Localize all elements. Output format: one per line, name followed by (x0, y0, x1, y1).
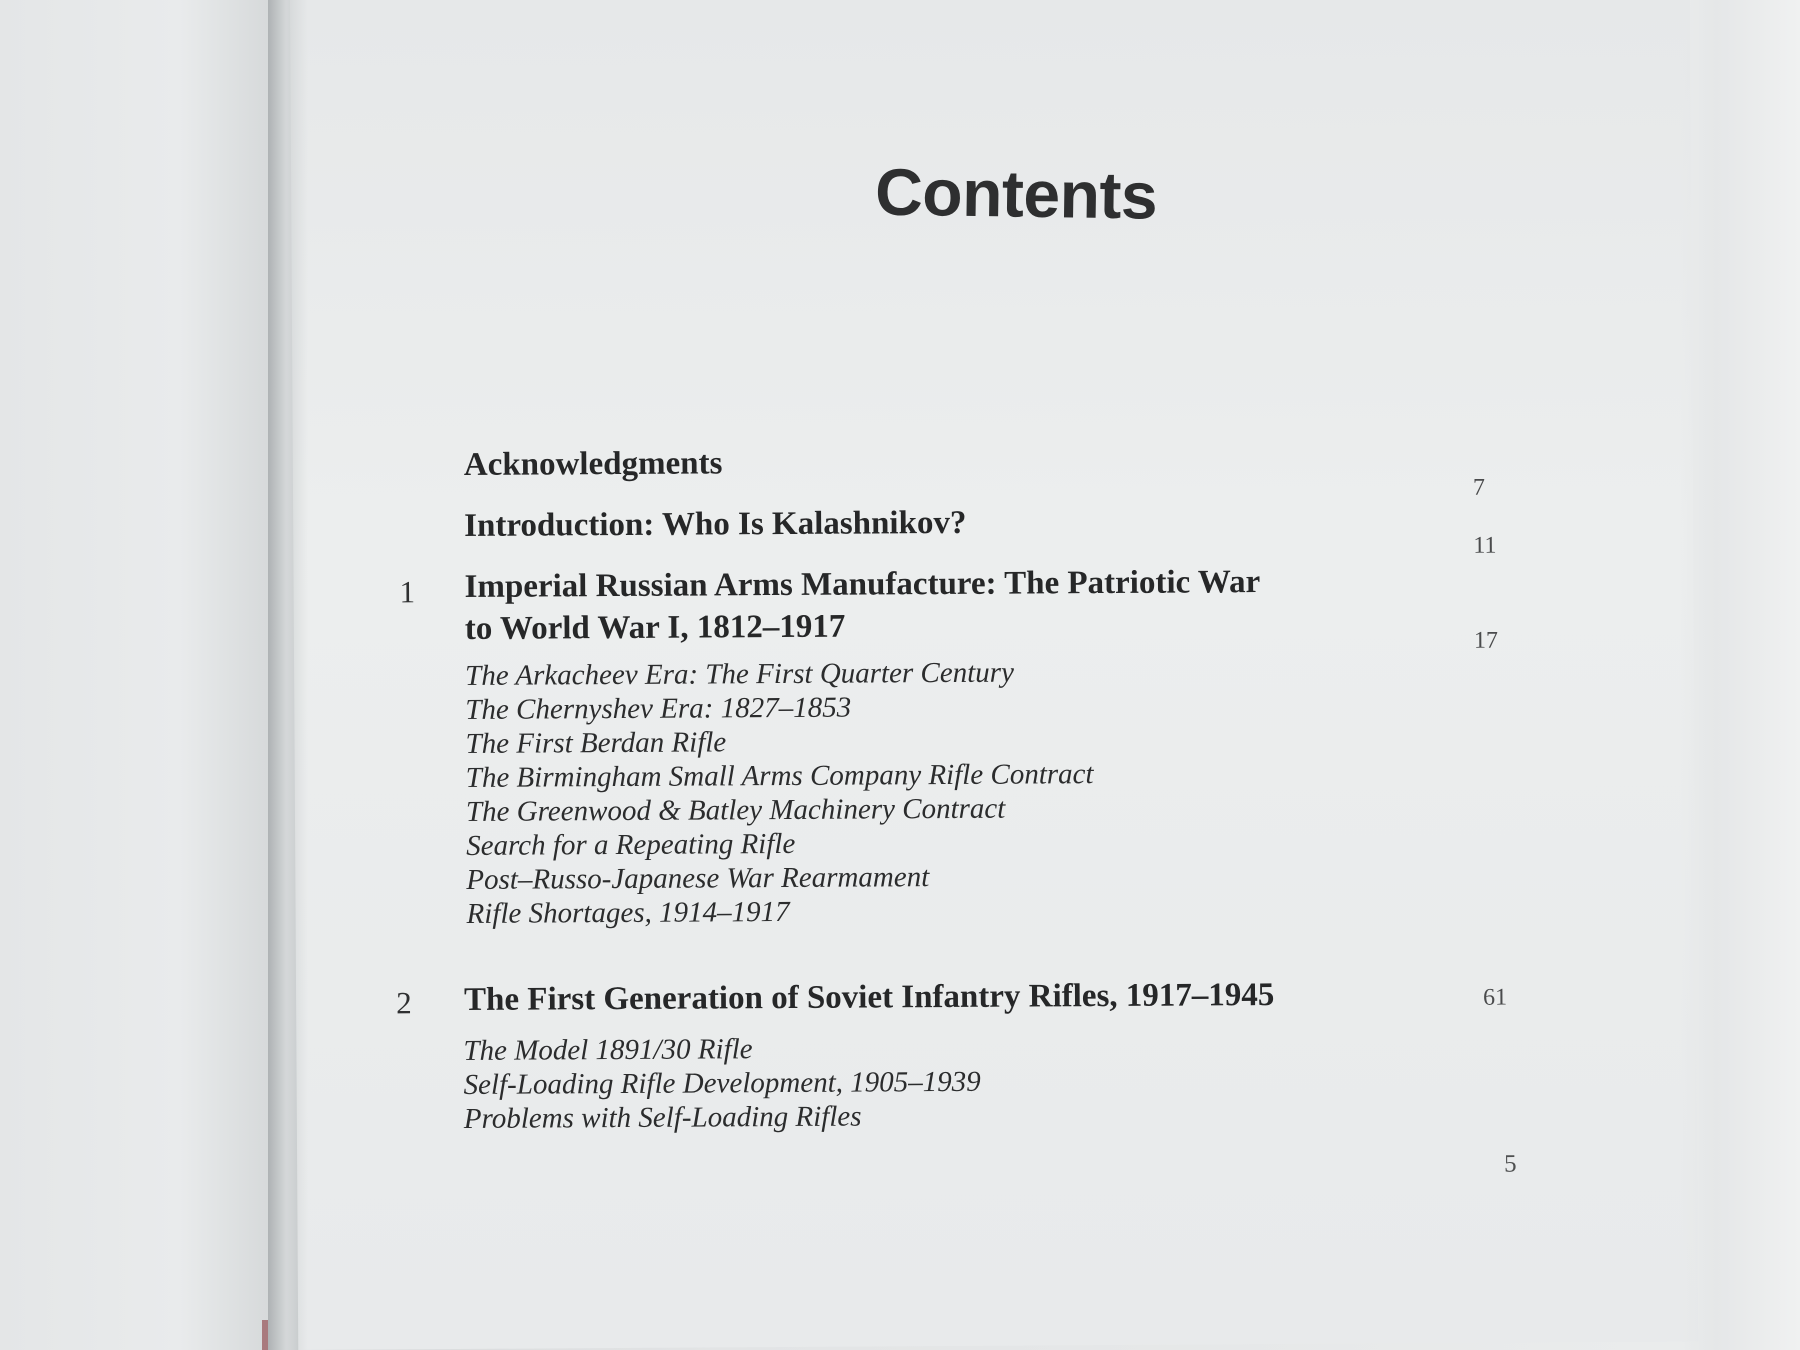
toc-section: The Chernyshev Era: 1827–1853 (465, 691, 852, 726)
toc-entry-introduction: Introduction: Who Is Kalashnikov? (464, 504, 967, 544)
book-gutter (268, 0, 308, 1350)
toc-chapter-title-line1: Imperial Russian Arms Manufacture: The Patriotic War (464, 564, 1261, 605)
chapter2-section-list (463, 1031, 981, 1136)
contents-page (290, 0, 1698, 1350)
toc-section: Post–Russo-Japanese War Rearmament (466, 861, 930, 896)
toc-section: The Arkacheev Era: The First Quarter Century (465, 656, 1014, 692)
toc-chapter-number: 1 (399, 574, 416, 610)
toc-section: Search for a Repeating Rifle (466, 827, 796, 862)
toc-chapter-title-line2: to World War I, 1812–1917 (464, 608, 846, 647)
toc-section: The Greenwood & Batley Machinery Contract (465, 792, 1006, 828)
toc-entry-acknowledgments: Acknowledgments (463, 445, 723, 483)
page-title: Contents (874, 154, 1158, 233)
toc-section: The First Berdan Rifle (465, 726, 727, 760)
toc-section: Self-Loading Rifle Development, 1905–1939 (463, 1065, 981, 1101)
toc-page-acknowledgments: 7 (1472, 474, 1486, 501)
chapter1-section-list (465, 655, 1094, 931)
toc-chapter-number: 2 (396, 985, 412, 1021)
left-page (0, 0, 300, 1350)
toc-page-chapter2: 61 (1483, 984, 1508, 1011)
toc-section: Problems with Self-Loading Rifles (463, 1100, 862, 1135)
toc-section: The Model 1891/30 Rifle (463, 1033, 753, 1067)
page-right-margin (1680, 0, 1800, 1350)
toc-section: Rifle Shortages, 1914–1917 (466, 895, 790, 930)
toc-chapter-title: The First Generation of Soviet Infantry Rifles, 1917–1945 (464, 977, 1275, 1018)
toc-section: The Birmingham Small Arms Company Rifle Contract (465, 758, 1094, 794)
page-folio: 5 (1504, 1150, 1517, 1178)
toc-page-chapter1: 17 (1473, 627, 1499, 654)
toc-page-introduction: 11 (1473, 532, 1497, 559)
